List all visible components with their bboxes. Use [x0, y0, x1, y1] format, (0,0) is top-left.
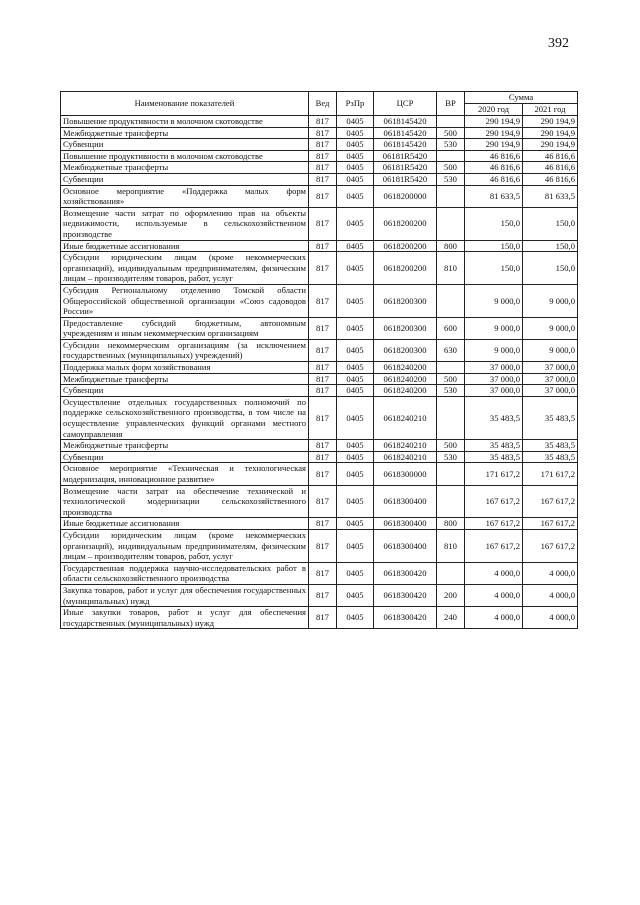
cell-2021: 37 000,0 — [523, 373, 578, 385]
cell-2021: 81 633,5 — [523, 185, 578, 207]
cell-rzpr: 0405 — [337, 173, 374, 185]
cell-vr: 810 — [437, 529, 465, 562]
cell-csr: 0618145420 — [374, 139, 437, 151]
cell-name: Поддержка малых форм хозяйствования — [61, 362, 309, 374]
table-row — [61, 127, 578, 139]
cell-2021: 150,0 — [523, 207, 578, 240]
cell-2020: 37 000,0 — [465, 385, 523, 397]
cell-2020: 150,0 — [465, 207, 523, 240]
header-ved: Вед — [309, 92, 337, 116]
cell-ved: 817 — [309, 127, 337, 139]
cell-csr: 0618300000 — [374, 463, 437, 485]
cell-vr: 800 — [437, 240, 465, 252]
header-year-2021: 2021 год — [523, 104, 578, 116]
cell-2020: 46 816,6 — [465, 173, 523, 185]
table-row — [61, 252, 578, 285]
cell-name: Повышение продуктивности в молочном скотоводстве — [61, 150, 309, 162]
cell-ved: 817 — [309, 385, 337, 397]
cell-name: Субвенции — [61, 385, 309, 397]
table-row — [61, 207, 578, 240]
cell-rzpr: 0405 — [337, 529, 374, 562]
cell-ved: 817 — [309, 396, 337, 439]
cell-ved: 817 — [309, 562, 337, 584]
cell-rzpr: 0405 — [337, 252, 374, 285]
cell-name: Субсидии юридическим лицам (кроме некоммерческих организаций), индивидуальным предпринимателям, физическим лицам – производителям товаров, работ, услуг — [61, 252, 309, 285]
cell-rzpr: 0405 — [337, 240, 374, 252]
cell-2020: 9 000,0 — [465, 284, 523, 317]
cell-2020: 35 483,5 — [465, 440, 523, 452]
table-row — [61, 451, 578, 463]
cell-csr: 0618200300 — [374, 317, 437, 339]
cell-ved: 817 — [309, 463, 337, 485]
cell-2020: 37 000,0 — [465, 362, 523, 374]
cell-ved: 817 — [309, 373, 337, 385]
cell-2021: 37 000,0 — [523, 362, 578, 374]
table-row — [61, 584, 578, 606]
header-rzpr: РзПр — [337, 92, 374, 116]
table-row — [61, 284, 578, 317]
cell-2020: 150,0 — [465, 240, 523, 252]
cell-name: Закупка товаров, работ и услуг для обеспечения государственных (муниципальных) нужд — [61, 584, 309, 606]
cell-csr: 0618145420 — [374, 116, 437, 128]
cell-vr: 530 — [437, 173, 465, 185]
cell-name: Субвенции — [61, 139, 309, 151]
cell-2020: 290 194,9 — [465, 139, 523, 151]
cell-2020: 150,0 — [465, 252, 523, 285]
cell-2021: 46 816,6 — [523, 150, 578, 162]
cell-vr: 530 — [437, 385, 465, 397]
cell-2020: 81 633,5 — [465, 185, 523, 207]
cell-csr: 0618200300 — [374, 284, 437, 317]
cell-vr: 500 — [437, 373, 465, 385]
cell-csr: 0618300400 — [374, 529, 437, 562]
cell-csr: 0618145420 — [374, 127, 437, 139]
cell-2021: 46 816,6 — [523, 173, 578, 185]
cell-name: Субсидия Региональному отделению Томской области Общероссийской общественной организации «Союз садоводов России» — [61, 284, 309, 317]
table-row — [61, 385, 578, 397]
cell-vr: 630 — [437, 339, 465, 361]
cell-ved: 817 — [309, 207, 337, 240]
header-name: Наименование показателей — [61, 92, 309, 116]
header-csr: ЦСР — [374, 92, 437, 116]
table-row — [61, 162, 578, 174]
cell-2020: 9 000,0 — [465, 339, 523, 361]
cell-2020: 4 000,0 — [465, 607, 523, 629]
cell-name: Государственная поддержка научно-исследовательских работ в области сельскохозяйственного производства — [61, 562, 309, 584]
cell-vr: 200 — [437, 584, 465, 606]
cell-2021: 37 000,0 — [523, 385, 578, 397]
cell-csr: 0618200200 — [374, 207, 437, 240]
cell-rzpr: 0405 — [337, 185, 374, 207]
cell-csr: 0618240210 — [374, 440, 437, 452]
cell-name: Возмещение части затрат по оформлению прав на объекты недвижимости, используемые в сельскохозяйственном производстве — [61, 207, 309, 240]
cell-ved: 817 — [309, 252, 337, 285]
cell-2021: 35 483,5 — [523, 451, 578, 463]
cell-2021: 167 617,2 — [523, 529, 578, 562]
cell-csr: 0618200000 — [374, 185, 437, 207]
table-row — [61, 173, 578, 185]
table-row — [61, 240, 578, 252]
table-row — [61, 440, 578, 452]
cell-ved: 817 — [309, 317, 337, 339]
budget-table — [60, 91, 578, 629]
cell-vr — [437, 116, 465, 128]
cell-ved: 817 — [309, 485, 337, 518]
cell-csr: 0618240200 — [374, 362, 437, 374]
cell-rzpr: 0405 — [337, 317, 374, 339]
table-row — [61, 139, 578, 151]
table-body — [61, 116, 578, 629]
cell-2020: 167 617,2 — [465, 485, 523, 518]
table-row — [61, 518, 578, 530]
cell-name: Межбюджетные трансферты — [61, 440, 309, 452]
table-row — [61, 185, 578, 207]
cell-2021: 9 000,0 — [523, 339, 578, 361]
cell-2021: 35 483,5 — [523, 396, 578, 439]
cell-vr: 240 — [437, 607, 465, 629]
table-row — [61, 607, 578, 629]
cell-csr: 0618240200 — [374, 373, 437, 385]
cell-vr — [437, 562, 465, 584]
cell-rzpr: 0405 — [337, 284, 374, 317]
cell-rzpr: 0405 — [337, 339, 374, 361]
cell-rzpr: 0405 — [337, 463, 374, 485]
cell-2020: 4 000,0 — [465, 584, 523, 606]
table-row — [61, 116, 578, 128]
cell-rzpr: 0405 — [337, 150, 374, 162]
cell-2020: 46 816,6 — [465, 162, 523, 174]
cell-csr: 0618200300 — [374, 339, 437, 361]
cell-rzpr: 0405 — [337, 373, 374, 385]
cell-ved: 817 — [309, 339, 337, 361]
cell-csr: 0618300400 — [374, 485, 437, 518]
cell-ved: 817 — [309, 284, 337, 317]
cell-rzpr: 0405 — [337, 607, 374, 629]
table-row — [61, 396, 578, 439]
cell-csr: 06181R5420 — [374, 173, 437, 185]
cell-2021: 290 194,9 — [523, 139, 578, 151]
cell-2021: 4 000,0 — [523, 607, 578, 629]
cell-ved: 817 — [309, 150, 337, 162]
cell-2020: 9 000,0 — [465, 317, 523, 339]
cell-ved: 817 — [309, 584, 337, 606]
cell-ved: 817 — [309, 185, 337, 207]
cell-2021: 9 000,0 — [523, 284, 578, 317]
cell-vr: 600 — [437, 317, 465, 339]
table-row — [61, 150, 578, 162]
header-sum: Сумма — [465, 92, 578, 104]
cell-name: Субвенции — [61, 451, 309, 463]
cell-rzpr: 0405 — [337, 440, 374, 452]
cell-csr: 0618200200 — [374, 240, 437, 252]
cell-vr — [437, 284, 465, 317]
cell-csr: 0618300420 — [374, 562, 437, 584]
cell-name: Повышение продуктивности в молочном скотоводстве — [61, 116, 309, 128]
cell-csr: 06181R5420 — [374, 162, 437, 174]
header-year-2020: 2020 год — [465, 104, 523, 116]
cell-ved: 817 — [309, 116, 337, 128]
cell-rzpr: 0405 — [337, 451, 374, 463]
cell-2020: 171 617,2 — [465, 463, 523, 485]
cell-name: Иные бюджетные ассигнования — [61, 240, 309, 252]
cell-name: Субсидии юридическим лицам (кроме некоммерческих организаций), индивидуальным предпринимателям, физическим лицам – производителям товаров, работ, услуг — [61, 529, 309, 562]
cell-ved: 817 — [309, 139, 337, 151]
cell-vr — [437, 185, 465, 207]
cell-2020: 35 483,5 — [465, 451, 523, 463]
cell-ved: 817 — [309, 518, 337, 530]
cell-2021: 167 617,2 — [523, 518, 578, 530]
cell-ved: 817 — [309, 529, 337, 562]
cell-ved: 817 — [309, 173, 337, 185]
cell-csr: 0618240210 — [374, 451, 437, 463]
cell-vr — [437, 150, 465, 162]
cell-rzpr: 0405 — [337, 396, 374, 439]
cell-2021: 4 000,0 — [523, 562, 578, 584]
table-row — [61, 485, 578, 518]
cell-ved: 817 — [309, 440, 337, 452]
cell-name: Субвенции — [61, 173, 309, 185]
cell-name: Основное мероприятие «Техническая и технологическая модернизация, инновационное развитие» — [61, 463, 309, 485]
cell-2020: 290 194,9 — [465, 116, 523, 128]
cell-rzpr: 0405 — [337, 362, 374, 374]
cell-vr: 800 — [437, 518, 465, 530]
cell-csr: 06181R5420 — [374, 150, 437, 162]
cell-csr: 0618240210 — [374, 396, 437, 439]
cell-2021: 167 617,2 — [523, 485, 578, 518]
table-row — [61, 317, 578, 339]
cell-2020: 167 617,2 — [465, 518, 523, 530]
cell-csr: 0618300420 — [374, 584, 437, 606]
cell-vr — [437, 485, 465, 518]
cell-2021: 290 194,9 — [523, 127, 578, 139]
cell-rzpr: 0405 — [337, 584, 374, 606]
cell-name: Субсидии некоммерческим организациям (за исключением государственных (муниципальных) учреждений) — [61, 339, 309, 361]
cell-2021: 290 194,9 — [523, 116, 578, 128]
cell-rzpr: 0405 — [337, 485, 374, 518]
table-header — [61, 92, 578, 116]
cell-vr: 500 — [437, 127, 465, 139]
table-row — [61, 562, 578, 584]
cell-name: Межбюджетные трансферты — [61, 127, 309, 139]
cell-rzpr: 0405 — [337, 139, 374, 151]
cell-2020: 290 194,9 — [465, 127, 523, 139]
table-row — [61, 362, 578, 374]
cell-2020: 46 816,6 — [465, 150, 523, 162]
cell-2021: 171 617,2 — [523, 463, 578, 485]
cell-2021: 46 816,6 — [523, 162, 578, 174]
table-row — [61, 529, 578, 562]
cell-csr: 0618300400 — [374, 518, 437, 530]
cell-2020: 167 617,2 — [465, 529, 523, 562]
cell-vr: 530 — [437, 451, 465, 463]
table-row — [61, 339, 578, 361]
page-number: 392 — [548, 36, 569, 51]
cell-rzpr: 0405 — [337, 207, 374, 240]
cell-2020: 37 000,0 — [465, 373, 523, 385]
cell-2021: 9 000,0 — [523, 317, 578, 339]
cell-csr: 0618240200 — [374, 385, 437, 397]
cell-name: Иные бюджетные ассигнования — [61, 518, 309, 530]
cell-name: Межбюджетные трансферты — [61, 373, 309, 385]
cell-name: Предоставление субсидий бюджетным, автономным учреждениям и иным некоммерческим организациям — [61, 317, 309, 339]
cell-2020: 4 000,0 — [465, 562, 523, 584]
cell-vr: 500 — [437, 162, 465, 174]
table-row — [61, 463, 578, 485]
cell-vr: 500 — [437, 440, 465, 452]
cell-name: Иные закупки товаров, работ и услуг для обеспечения государственных (муниципальных) нужд — [61, 607, 309, 629]
cell-vr: 810 — [437, 252, 465, 285]
cell-csr: 0618300420 — [374, 607, 437, 629]
cell-vr — [437, 207, 465, 240]
cell-rzpr: 0405 — [337, 562, 374, 584]
cell-2021: 150,0 — [523, 240, 578, 252]
cell-2021: 150,0 — [523, 252, 578, 285]
cell-vr — [437, 463, 465, 485]
table-row — [61, 373, 578, 385]
cell-name: Возмещение части затрат на обеспечение технической и технологической модернизации сельскохозяйственного производства — [61, 485, 309, 518]
cell-vr: 530 — [437, 139, 465, 151]
cell-rzpr: 0405 — [337, 385, 374, 397]
cell-name: Осуществление отдельных государственных полномочий по поддержке сельскохозяйственного производства, в том числе на осуществление управленческих функций органами местного самоуправления — [61, 396, 309, 439]
cell-ved: 817 — [309, 451, 337, 463]
cell-rzpr: 0405 — [337, 116, 374, 128]
cell-vr — [437, 362, 465, 374]
cell-csr: 0618200200 — [374, 252, 437, 285]
cell-ved: 817 — [309, 362, 337, 374]
cell-2021: 35 483,5 — [523, 440, 578, 452]
cell-ved: 817 — [309, 607, 337, 629]
cell-name: Основное мероприятие «Поддержка малых форм хозяйствования» — [61, 185, 309, 207]
header-vr: ВР — [437, 92, 465, 116]
cell-rzpr: 0405 — [337, 127, 374, 139]
cell-ved: 817 — [309, 162, 337, 174]
cell-2021: 4 000,0 — [523, 584, 578, 606]
cell-2020: 35 483,5 — [465, 396, 523, 439]
cell-vr — [437, 396, 465, 439]
cell-rzpr: 0405 — [337, 518, 374, 530]
cell-rzpr: 0405 — [337, 162, 374, 174]
cell-ved: 817 — [309, 240, 337, 252]
cell-name: Межбюджетные трансферты — [61, 162, 309, 174]
